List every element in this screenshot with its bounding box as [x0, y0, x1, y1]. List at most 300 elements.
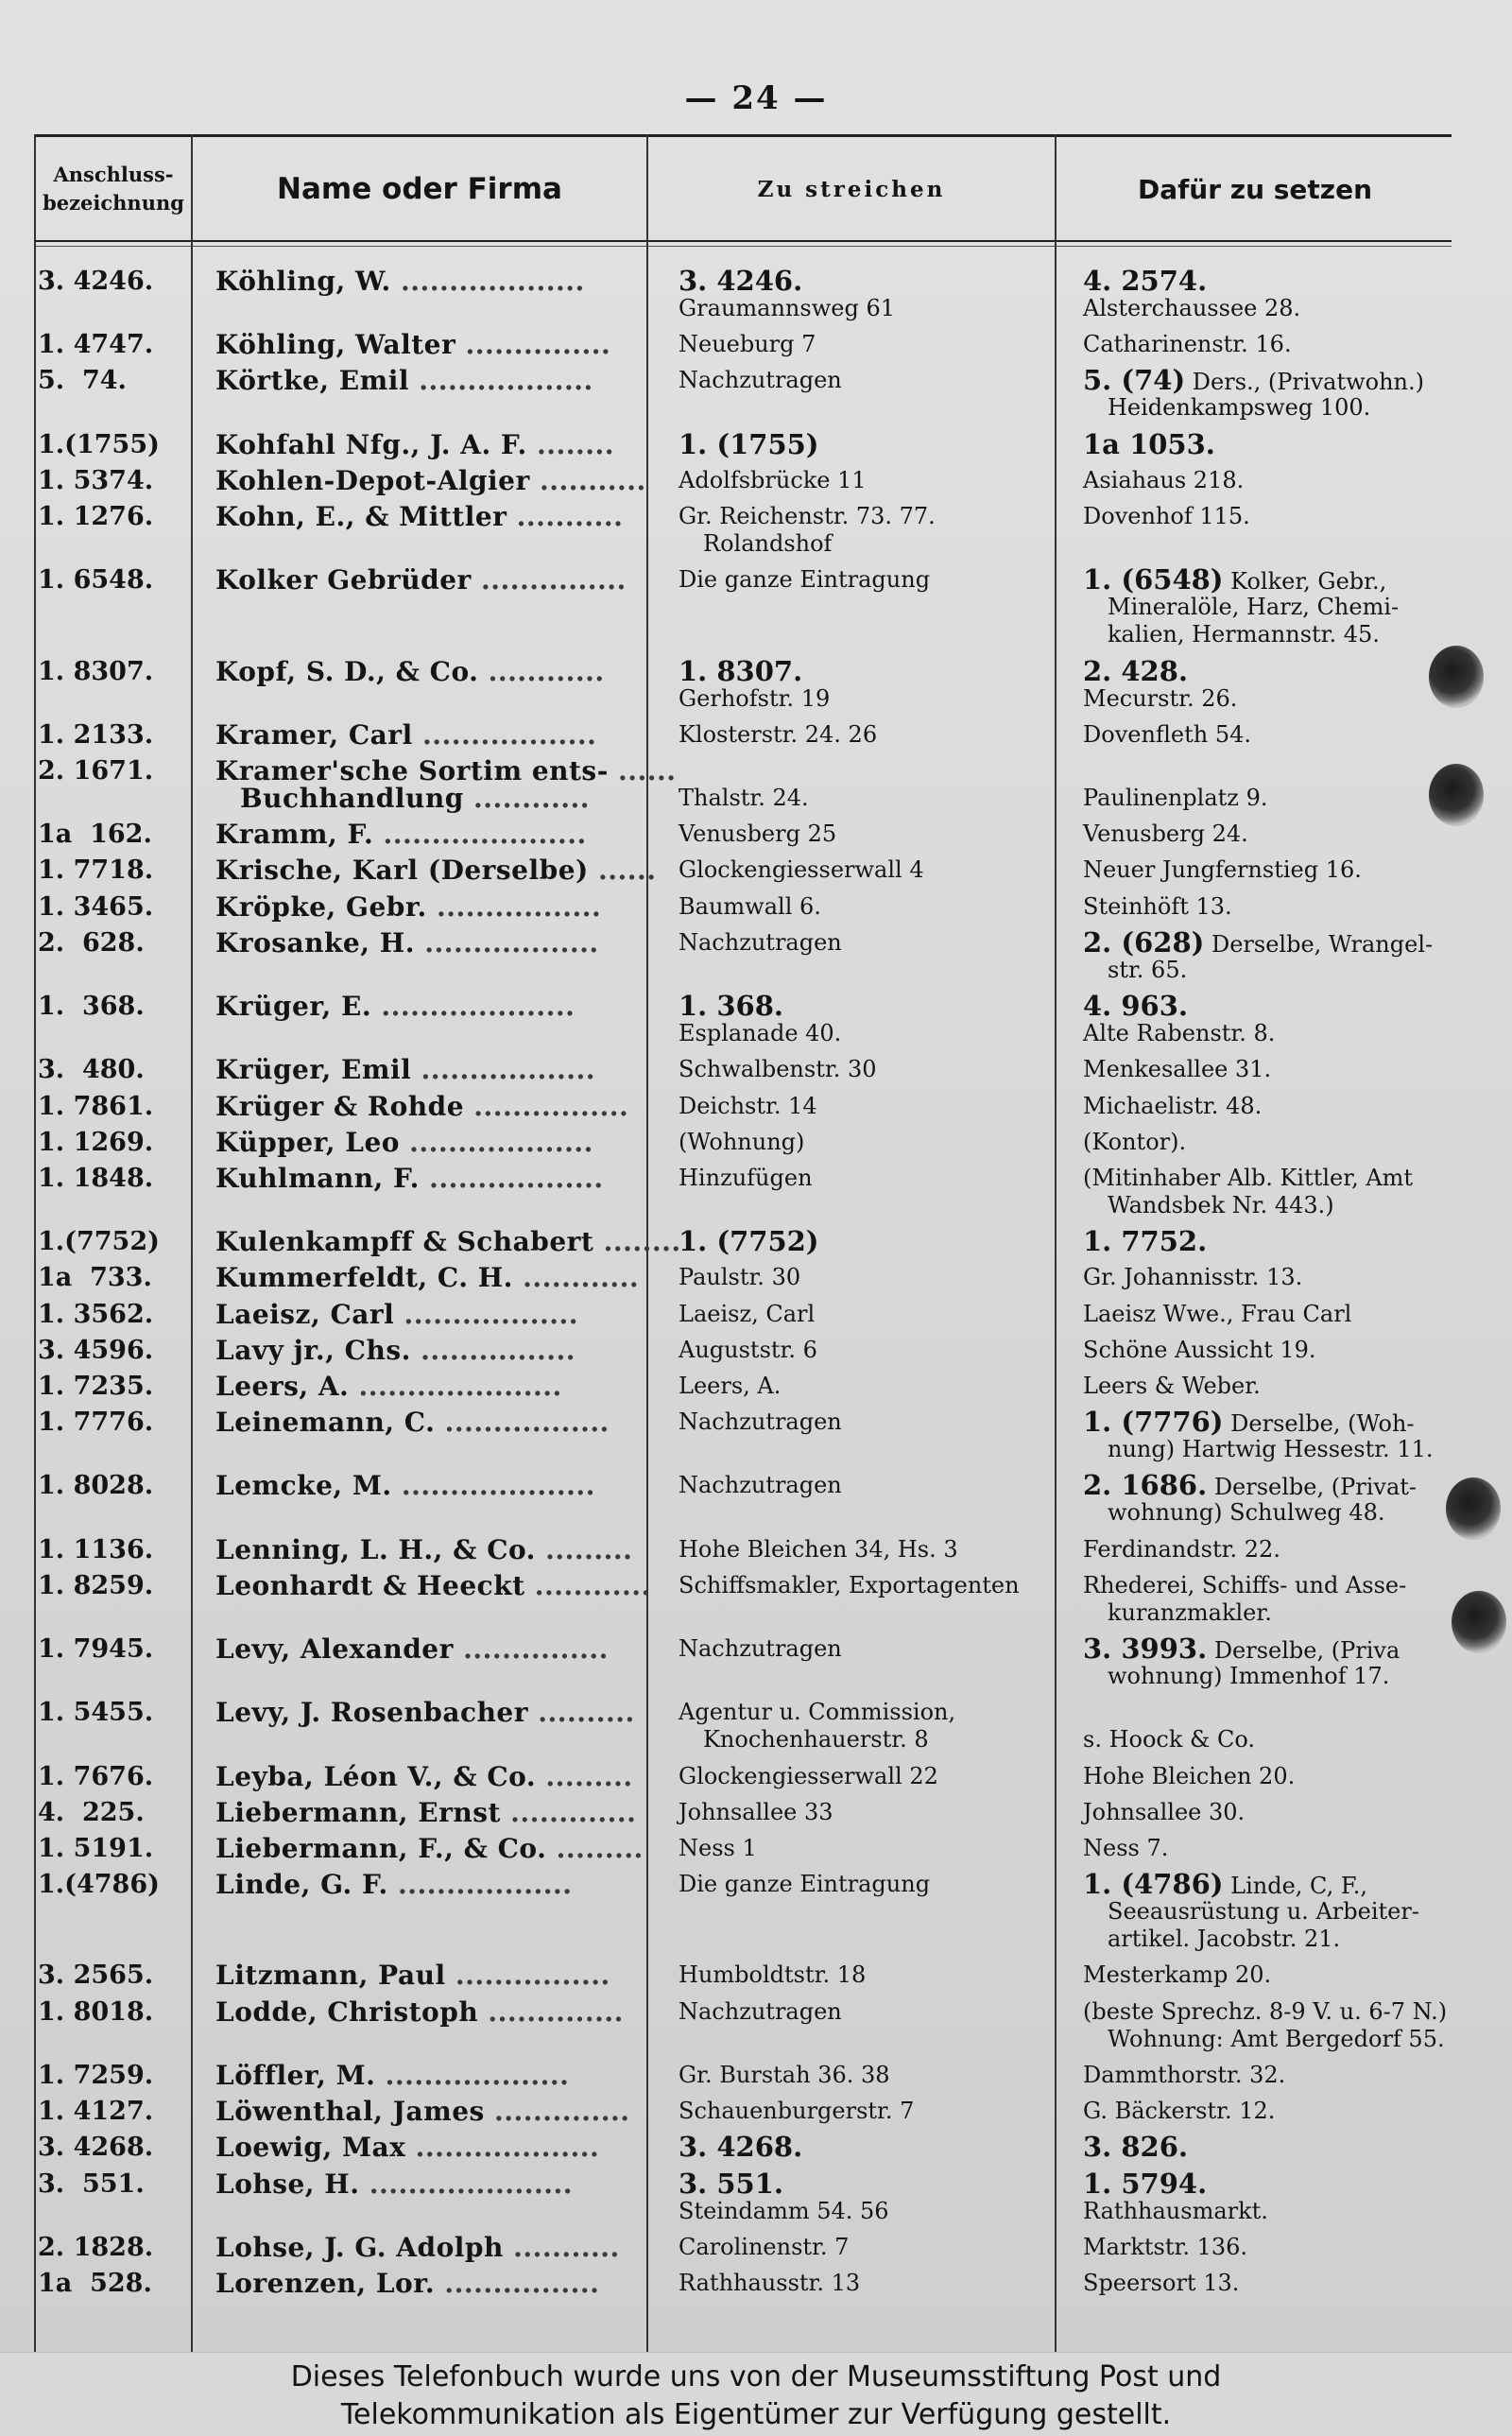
to-strike-line [679, 1871, 1057, 1898]
leader-dots: ......... [536, 1761, 633, 1792]
replacement-number: 1. 7752. [1083, 1225, 1208, 1257]
to-strike-text: Paulstr. 30 [679, 1264, 801, 1290]
replacement-line [1083, 1536, 1470, 1564]
replacement-text: Neuer Jungfernstieg 16. [1083, 856, 1362, 883]
replacement-text: artikel. Jacobstr. 21. [1108, 1926, 1341, 1952]
replacement-number: 3. 3993. [1083, 1633, 1208, 1665]
to-strike-line [679, 503, 1057, 530]
subscriber-name [215, 893, 645, 921]
subscriber-name [215, 2170, 645, 2198]
replacement-text: nung) Hartwig Hessestr. 11. [1108, 1436, 1434, 1462]
header-streichen: Zu streichen [757, 176, 946, 202]
to-strike-line [679, 331, 1057, 358]
table-row [0, 1093, 1512, 1120]
table-row [0, 2131, 1512, 2163]
subscriber-name [215, 367, 645, 394]
to-strike-text: Schwalbenstr. 30 [679, 1056, 877, 1082]
to-strike-text: Rathhausstr. 13 [679, 2270, 861, 2296]
anschluss-number: 1. 3562. [38, 1300, 154, 1329]
to-strike-line [679, 1536, 1057, 1564]
to-strike-line [679, 2198, 1057, 2225]
replacement-number: 1. (7776) [1083, 1406, 1224, 1438]
to-strike-line [679, 1165, 1057, 1192]
subscriber-name [215, 1165, 645, 1192]
to-strike-line [679, 856, 1057, 884]
replacement-text: Heidenkampsweg 100. [1108, 394, 1371, 421]
to-strike-line [679, 655, 1057, 687]
replacement-line [1083, 1635, 1470, 1665]
subscriber-name [215, 1799, 645, 1826]
header-anschluss: Anschluss- bezeichnung [43, 162, 184, 215]
leader-dots: .................. [394, 1299, 578, 1330]
replacement-line [1083, 2198, 1470, 2225]
table-row [0, 331, 1512, 358]
replacement-text: Alsterchaussee 28. [1083, 295, 1301, 321]
subscriber-name-text: Kummerfeldt, C. H. [215, 1262, 513, 1293]
to-strike-text: Glockengiesserwall 22 [679, 1763, 938, 1789]
leader-dots: ........... [529, 465, 646, 496]
header-setzen: Dafür zu setzen [1137, 173, 1373, 205]
leader-dots: ......... [546, 1833, 644, 1864]
subscriber-name [215, 1871, 645, 1898]
anschluss-number: 1. 5455. [38, 1698, 154, 1727]
subscriber-name-text: Kopf, S. D., & Co. [215, 656, 479, 687]
replacement-text: Asiahaus 218. [1083, 467, 1245, 493]
to-strike-line [679, 467, 1057, 494]
replacement-text: Gr. Johannisstr. 13. [1083, 1264, 1303, 1290]
replacement-line [1083, 1868, 1470, 1900]
subscriber-name-text: Kohfahl Nfg., J. A. F. [215, 429, 527, 460]
anschluss-number: 3. 2565. [38, 1961, 154, 1990]
subscriber-name [215, 467, 645, 494]
table-row [0, 2270, 1512, 2297]
replacement-line [1083, 1373, 1470, 1400]
replacement-text: Laeisz Wwe., Frau Carl [1083, 1301, 1352, 1327]
subscriber-name [215, 2062, 645, 2089]
leader-dots: .................... [391, 1470, 595, 1501]
replacement-text: Dammthorstr. 32. [1083, 2062, 1286, 2088]
to-strike-text: Nachzutragen [679, 367, 842, 393]
table-row [0, 1763, 1512, 1790]
to-strike-line [679, 929, 1057, 957]
anschluss-number: 1. 2133. [38, 720, 154, 750]
to-strike-line [679, 1799, 1057, 1826]
replacement-line [1083, 821, 1470, 848]
leader-dots: ............... [471, 564, 627, 596]
to-strike-line [679, 1572, 1057, 1599]
anschluss-number: 1. 7259. [38, 2061, 154, 2090]
replacement-text: Derselbe, (Woh- [1223, 1410, 1415, 1437]
table-row [0, 1635, 1512, 1690]
to-strike-line [679, 367, 1057, 394]
subscriber-name-text: Leinemann, C. [215, 1407, 436, 1438]
replacement-line [1083, 1129, 1470, 1156]
to-strike-line [679, 2270, 1057, 2297]
table-row [0, 1337, 1512, 1364]
to-strike-line [679, 1020, 1057, 1047]
anschluss-number: 3. 480. [38, 1055, 145, 1084]
subscriber-name-text: Köhling, W. [215, 266, 391, 297]
subscriber-name-text: Küpper, Leo [215, 1127, 400, 1158]
table-row [0, 1572, 1512, 1627]
leader-dots: ................ [410, 1335, 576, 1366]
replacement-line [1083, 1499, 1495, 1527]
subscriber-name [215, 929, 645, 957]
subscriber-name-text: Lenning, L. H., & Co. [215, 1534, 536, 1565]
table-row [0, 655, 1512, 713]
replacement-line [1083, 1056, 1470, 1083]
header-name: Name oder Firma [277, 172, 562, 206]
replacement-line [1083, 1763, 1470, 1790]
subscriber-name-text: Levy, J. Rosenbacher [215, 1697, 529, 1728]
replacement-line [1083, 364, 1470, 396]
to-strike-text: Gr. Reichenstr. 73. 77. [679, 503, 936, 529]
leader-dots: .......... [528, 1697, 635, 1728]
to-strike-line [679, 1264, 1057, 1291]
replacement-line [1083, 394, 1495, 422]
replacement-line [1083, 1726, 1470, 1754]
replacement-text: Michaelistr. 48. [1083, 1093, 1263, 1119]
table-row [0, 1469, 1512, 1527]
header-rule-thin [34, 246, 1452, 247]
anschluss-number: 1. 7235. [38, 1372, 154, 1401]
replacement-text: Hohe Bleichen 20. [1083, 1763, 1296, 1789]
anschluss-number: 4. 225. [38, 1798, 145, 1827]
punch-hole [1429, 764, 1484, 826]
leader-dots: .................. [412, 719, 597, 751]
subscriber-name [215, 1337, 645, 1364]
to-strike-text: Gerhofstr. 19 [679, 685, 831, 712]
anschluss-number: 1. 7718. [38, 855, 154, 885]
to-strike-line [679, 1472, 1057, 1499]
replacement-line [1083, 1165, 1470, 1192]
subscriber-name [215, 503, 645, 530]
to-strike-line [679, 1763, 1057, 1790]
to-strike-text: Gr. Burstah 36. 38 [679, 2062, 890, 2088]
leader-dots: ................... [405, 2132, 600, 2163]
subscriber-name-text: Lohse, J. G. Adolph [215, 2232, 504, 2263]
replacement-line [1083, 2234, 1470, 2261]
replacement-text: Leers & Weber. [1083, 1373, 1261, 1399]
replacement-line [1083, 295, 1470, 322]
subscriber-name-text: Lodde, Christoph [215, 1996, 479, 2028]
anschluss-number: 2. 1828. [38, 2233, 154, 2262]
to-strike-line [679, 1726, 1081, 1754]
leader-dots: ............ [512, 1262, 640, 1293]
table-row [0, 563, 1512, 648]
subscriber-name [215, 1226, 681, 1257]
subscriber-name [215, 755, 677, 786]
subscriber-name-text: Kuhlmann, F. [215, 1163, 420, 1194]
leader-dots: ............... [455, 329, 611, 360]
replacement-text: Menkesallee 31. [1083, 1056, 1272, 1082]
table-row [0, 2062, 1512, 2089]
replacement-text: Johnsallee 30. [1083, 1799, 1246, 1825]
anschluss-number: 1. 4127. [38, 2097, 154, 2126]
replacement-line [1083, 1264, 1470, 1291]
subscriber-name-text: Körtke, Emil [215, 365, 410, 396]
table-row [0, 1868, 1512, 1953]
to-strike-line [679, 893, 1057, 921]
anschluss-number: 3. 4246. [38, 267, 154, 296]
to-strike-number: 3. 4268. [679, 2131, 803, 2163]
to-strike-text: Hohe Bleichen 34, Hs. 3 [679, 1536, 958, 1563]
to-strike-line [679, 2234, 1057, 2261]
anschluss-number: 1. 5191. [38, 1834, 154, 1863]
punch-hole [1429, 646, 1484, 708]
replacement-text: wohnung) Schulweg 48. [1108, 1499, 1385, 1526]
replacement-text: Dovenhof 115. [1083, 503, 1250, 529]
replacement-text: Speersort 13. [1083, 2270, 1240, 2296]
to-strike-line [679, 1408, 1057, 1436]
replacement-text: Derselbe, Wrangel- [1204, 931, 1434, 958]
replacement-line [1083, 1663, 1495, 1690]
replacement-line [1083, 2270, 1470, 2297]
anschluss-number: 1. 6548. [38, 565, 154, 595]
to-strike-line [679, 990, 1057, 1022]
subscriber-name-text: Köhling, Walter [215, 329, 456, 360]
replacement-number: 2. 428. [1083, 655, 1189, 687]
to-strike-text: Steindamm 54. 56 [679, 2198, 889, 2224]
subscriber-name [215, 1408, 645, 1436]
punch-hole [1446, 1477, 1501, 1540]
to-strike-line [679, 1225, 1057, 1257]
to-strike-text: Laeisz, Carl [679, 1301, 816, 1327]
replacement-text: (Mitinhaber Alb. Kittler, Amt [1083, 1165, 1414, 1191]
table-row [0, 2234, 1512, 2261]
subscriber-name-text: Löwenthal, James [215, 2096, 485, 2127]
replacement-number: 1. (6548) [1083, 563, 1224, 596]
replacement-text: Wandsbek Nr. 443.) [1108, 1192, 1334, 1218]
anschluss-number: 1. 7945. [38, 1634, 154, 1664]
anschluss-number: 2. 628. [38, 928, 145, 958]
leader-dots: ................ [464, 1091, 629, 1122]
to-strike-line [679, 821, 1057, 848]
table-row [0, 1536, 1512, 1564]
replacement-text: Dovenfleth 54. [1083, 721, 1252, 748]
subscriber-name [215, 1264, 645, 1291]
subscriber-name [215, 1699, 645, 1726]
replacement-line [1083, 721, 1470, 749]
table-row [0, 1998, 1512, 2053]
to-strike-line [679, 1093, 1057, 1120]
to-strike-text: Johnsallee 33 [679, 1799, 833, 1825]
leader-dots: ................ [435, 2268, 600, 2299]
replacement-line [1083, 1301, 1470, 1328]
table-row [0, 1301, 1512, 1328]
footer-notice: Dieses Telefonbuch wurde uns von der Museumsstiftung Post und Telekommunikation als Eigentümer zur Verfügung gestellt. [0, 2352, 1512, 2436]
to-strike-text: Venusberg 25 [679, 821, 837, 847]
to-strike-number: 3. 551. [679, 2168, 784, 2200]
replacement-text: wohnung) Immenhof 17. [1108, 1663, 1390, 1689]
leader-dots: ................... [399, 1127, 593, 1158]
subscriber-name-text: Kramer'sche Sortim ents- [215, 755, 609, 786]
anschluss-number: 1. 368. [38, 992, 145, 1021]
table-row [0, 856, 1512, 884]
replacement-line [1083, 265, 1470, 297]
to-strike-text: Neueburg 7 [679, 331, 816, 357]
subscriber-name [215, 821, 645, 848]
subscriber-name [215, 1301, 645, 1328]
subscriber-name [215, 993, 645, 1020]
table-row [0, 428, 1512, 460]
to-strike-text: Die ganze Eintragung [679, 566, 931, 593]
replacement-text: Derselbe, (Privat- [1207, 1474, 1418, 1500]
subscriber-name [215, 855, 657, 886]
table-row [0, 2098, 1512, 2125]
table-row [0, 1373, 1512, 1400]
replacement-line [1083, 1020, 1470, 1047]
anschluss-number: 2. 1671. [38, 756, 154, 786]
subscriber-name [215, 431, 645, 458]
subscriber-name [215, 566, 645, 594]
to-strike-text: Carolinenstr. 7 [679, 2234, 850, 2260]
anschluss-number: 1a 528. [38, 2269, 152, 2298]
table-top-rule [34, 134, 1452, 137]
to-strike-text: Schiffsmakler, Exportagenten [679, 1572, 1020, 1598]
replacement-text: Venusberg 24. [1083, 821, 1248, 847]
to-strike-text: Deichstr. 14 [679, 1093, 817, 1119]
leader-dots: .................. [411, 1054, 596, 1085]
anschluss-number: 1a 733. [38, 1263, 152, 1292]
subscriber-name [215, 658, 645, 685]
subscriber-name-text: Kohlen-Depot-Algier [215, 465, 530, 496]
leader-dots: ..................... [349, 1371, 562, 1402]
replacement-text: Seeausrüstung u. Arbeiter- [1108, 1898, 1419, 1925]
table-row [0, 990, 1512, 1047]
replacement-text: Mesterkamp 20. [1083, 1961, 1272, 1988]
to-strike-line [679, 1129, 1057, 1156]
replacement-line [1083, 655, 1470, 687]
anschluss-number: 1. 8307. [38, 657, 154, 686]
subscriber-name-text: Laeisz, Carl [215, 1299, 395, 1330]
replacement-line [1083, 785, 1470, 812]
to-strike-text: Klosterstr. 24. 26 [679, 721, 878, 748]
replacement-line [1083, 1408, 1470, 1438]
anschluss-number: 1.(7752) [38, 1227, 160, 1256]
replacement-line [1083, 621, 1495, 648]
anschluss-number: 1.(4786) [38, 1870, 160, 1899]
table-row [0, 1699, 1512, 1754]
to-strike-line [679, 2098, 1057, 2125]
leader-dots: ...... [608, 755, 677, 786]
to-strike-line [679, 2131, 1057, 2163]
anschluss-number: 1. 8018. [38, 1997, 154, 2027]
replacement-line [1083, 1961, 1470, 1989]
replacement-number: 1. (4786) [1083, 1868, 1224, 1900]
replacement-line [1083, 1898, 1495, 1926]
header-rule [34, 240, 1452, 242]
subscriber-name-text: Kohn, E., & Mittler [215, 501, 507, 532]
subscriber-name-text: Linde, G. F. [215, 1869, 388, 1900]
replacement-text: Ferdinandstr. 22. [1083, 1536, 1280, 1563]
subscriber-name-text: Krüger, Emil [215, 1054, 412, 1085]
replacement-line [1083, 856, 1470, 884]
anschluss-number: 1. 1848. [38, 1164, 154, 1193]
replacement-number: 1. 5794. [1083, 2168, 1208, 2200]
punch-hole [1452, 1591, 1506, 1653]
subscriber-name [215, 1635, 645, 1663]
to-strike-text: Nachzutragen [679, 1635, 842, 1662]
subscriber-name-text: Loewig, Max [215, 2132, 406, 2163]
subscriber-name-text: Kulenkampff & Schabert [215, 1226, 594, 1257]
replacement-number: 4. 963. [1083, 990, 1189, 1022]
anschluss-number: 1. 5374. [38, 466, 154, 495]
to-strike-text: Hinzufügen [679, 1165, 813, 1191]
to-strike-line [679, 1961, 1057, 1989]
replacement-line [1083, 957, 1495, 984]
subscriber-name-text: Liebermann, F., & Co. [215, 1833, 547, 1864]
to-strike-line [679, 1373, 1057, 1400]
to-strike-line [679, 1998, 1057, 2026]
leader-dots: ................... [390, 266, 585, 297]
to-strike-line [679, 1699, 1057, 1726]
subscriber-name [215, 2270, 645, 2297]
subscriber-name-text: Litzmann, Paul [215, 1960, 446, 1991]
to-strike-line [679, 785, 1057, 812]
to-strike-line [679, 2062, 1057, 2089]
replacement-line [1083, 1225, 1470, 1257]
to-strike-text: Ness 1 [679, 1835, 757, 1861]
replacement-line [1083, 503, 1470, 530]
anschluss-number: 3. 4268. [38, 2133, 154, 2162]
leader-dots: ............... [453, 1633, 609, 1665]
to-strike-text: Nachzutragen [679, 929, 842, 956]
replacement-line [1083, 594, 1495, 621]
replacement-line [1083, 1192, 1495, 1219]
to-strike-number: 1. (7752) [679, 1225, 819, 1257]
anschluss-number: 3. 4596. [38, 1336, 154, 1365]
replacement-text: Schöne Aussicht 19. [1083, 1337, 1316, 1363]
leader-dots: .................. [419, 1163, 604, 1194]
to-strike-number: 1. (1755) [679, 428, 819, 460]
to-strike-text: Glockengiesserwall 4 [679, 856, 924, 883]
leader-dots: ...... [588, 855, 657, 886]
replacement-text: Marktstr. 136. [1083, 2234, 1248, 2260]
subscriber-name [215, 721, 645, 749]
to-strike-text: Rolandshof [703, 530, 833, 557]
subscriber-name [215, 1373, 645, 1400]
replacement-text: Mecurstr. 26. [1083, 685, 1238, 712]
replacement-line [1083, 1998, 1470, 2026]
replacement-line [1083, 331, 1470, 358]
leader-dots: ......... [535, 1534, 633, 1565]
replacement-line [1083, 1436, 1495, 1463]
subscriber-name [215, 1129, 645, 1156]
leader-dots: ........ [593, 1226, 681, 1257]
subscriber-name-text: Krische, Karl (Derselbe) [215, 855, 589, 886]
replacement-line [1083, 1835, 1470, 1862]
anschluss-number: 1a 162. [38, 820, 152, 849]
leader-dots: ............. [500, 1797, 637, 1828]
to-strike-line [679, 530, 1081, 558]
anschluss-number: 1. 3465. [38, 892, 154, 922]
table-row [0, 503, 1512, 558]
subscriber-name-text: Löffler, M. [215, 2060, 376, 2091]
to-strike-text: (Wohnung) [679, 1129, 805, 1155]
to-strike-text: Nachzutragen [679, 1408, 842, 1435]
subscriber-name-text: Kramer, Carl [215, 719, 413, 751]
replacement-text: Alte Rabenstr. 8. [1083, 1020, 1276, 1046]
subscriber-name-text: Leonhardt & Heeckt [215, 1570, 525, 1601]
replacement-text: Kolker, Gebr., [1223, 568, 1387, 595]
table-row [0, 1056, 1512, 1083]
replacement-number: 3. 826. [1083, 2131, 1189, 2163]
replacement-line [1083, 990, 1470, 1022]
leader-dots: ..................... [359, 2168, 573, 2200]
to-strike-number: 3. 4246. [679, 265, 803, 297]
replacement-line [1083, 2170, 1470, 2200]
